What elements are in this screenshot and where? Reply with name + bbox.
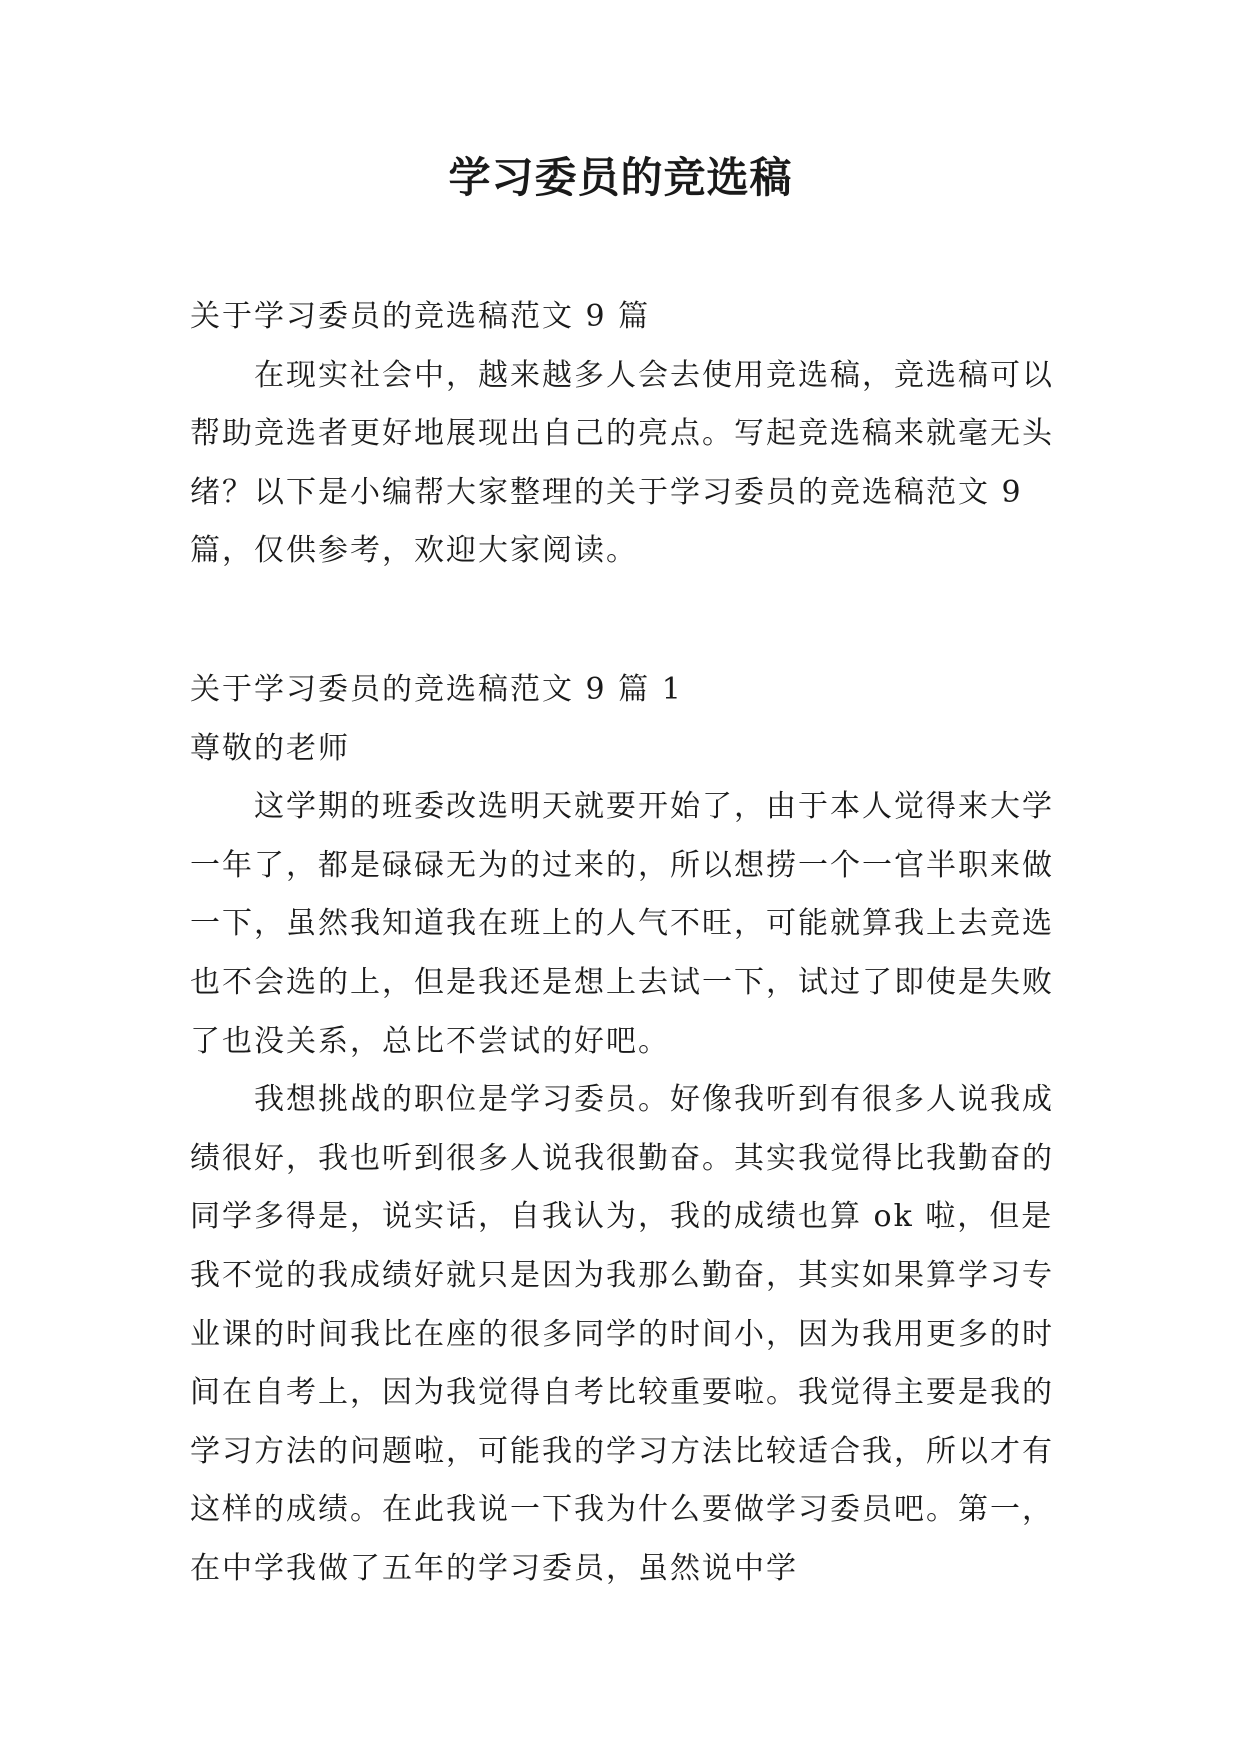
body-paragraph-2: 我想挑战的职位是学习委员。好像我听到有很多人说我成绩很好，我也听到很多人说我很勤奋。其实我觉得比我勤奋的同学多得是，说实话，自我认为，我的成绩也算 ok 啦，但是我不觉的我成绩好就只是因为我那么勤奋，其实如果算学习专业课的时间我比在座的很多同学的时间小，因为我用更多的时间在自考上，因为我觉得自考比较重要啦。我觉得主要是我的学习方法的问题啦，可能我的学习方法比较适合我，所以才有这样的成绩。在此我说一下我为什么要做学习委员吧。第一，在中学我做了五年的学习委员，虽然说中学 xyxy=(190,1082,1054,1586)
document-subtitle: 关于学习委员的竞选稿范文 9 篇 xyxy=(190,299,651,334)
document-body xyxy=(190,288,1062,1598)
page-title: 学习委员的竞选稿 xyxy=(448,153,793,202)
intro-paragraph: 在现实社会中，越来越多人会去使用竞选稿，竞选稿可以帮助竞选者更好地展现出自己的亮点。写起竞选稿来就毫无头绪？以下是小编帮大家整理的关于学习委员的竞选稿范文 9 篇，仅供参考，欢迎大家阅读。 xyxy=(190,357,1054,569)
body-paragraph-1: 这学期的班委改选明天就要开始了，由于本人觉得来大学一年了，都是碌碌无为的过来的，所以想捞一个一官半职来做一下，虽然我知道我在班上的人气不旺，可能就算我上去竞选也不会选的上，但是我还是想上去试一下，试过了即使是失败了也没关系，总比不尝试的好吧。 xyxy=(190,789,1054,1059)
salutation: 尊敬的老师 xyxy=(190,730,350,766)
section-heading: 关于学习委员的竞选稿范文 9 篇 1 xyxy=(190,671,683,707)
section-spacer xyxy=(190,581,1062,661)
